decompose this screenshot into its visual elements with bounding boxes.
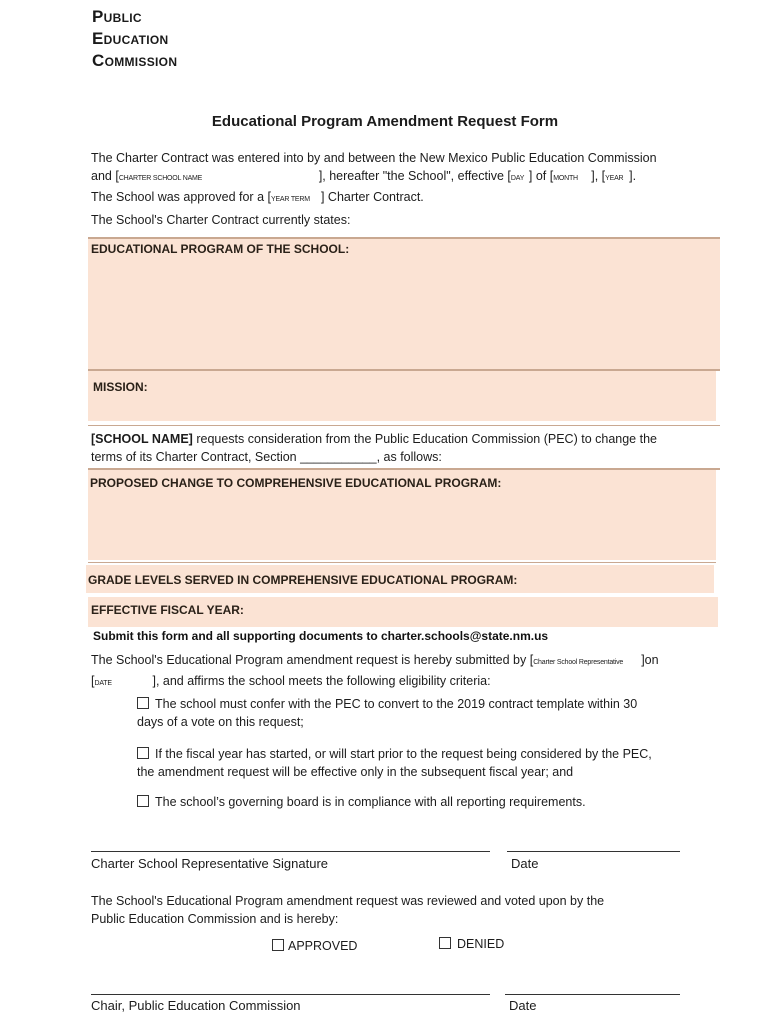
representative-signature-line[interactable] (91, 851, 490, 852)
denied-option: DENIED (439, 935, 504, 953)
request-paragraph (91, 430, 683, 466)
educational-program-field[interactable] (88, 239, 720, 369)
representative-signature-label: Charter School Representative Signature (91, 856, 329, 871)
chair-signature-line[interactable] (91, 994, 490, 995)
intro-line-1: The Charter Contract was entered into by and between the New Mexico Public Education Commission (91, 151, 657, 165)
proposed-change-field[interactable] (88, 470, 716, 560)
grade-levels-label: GRADE LEVELS SERVED IN COMPREHENSIVE EDUCATIONAL PROGRAM: (88, 573, 518, 587)
review-paragraph: The School's Educational Program amendment request was reviewed and voted upon by the Public Education Commission and is hereby: (91, 894, 605, 926)
approved-checkbox[interactable] (272, 939, 284, 951)
divider (88, 425, 720, 426)
intro-line-2: and [CHARTER SCHOOL NAME ], hereafter "the School", effective [DAY ] of [MONTH ], [YEAR ]. (91, 167, 691, 188)
month-field[interactable]: MONTH (553, 175, 578, 182)
criterion-1-checkbox[interactable] (137, 697, 149, 709)
submission-line-2: [DATE ], and affirms the school meets the following eligibility criteria: (91, 672, 691, 693)
divider (88, 562, 716, 563)
submission-paragraph (91, 651, 691, 693)
educational-program-label: EDUCATIONAL PROGRAM OF THE SCHOOL: (91, 242, 350, 256)
submission-line-1: The School's Educational Program amendment request is hereby submitted by [Charter School Representative ]on (91, 651, 691, 672)
logo-line-1: Public (92, 7, 142, 26)
criterion-1: The school must confer with the PEC to convert to the 2019 contract template within 30 days of a vote on this request; (137, 697, 638, 729)
chair-date-label: Date (509, 998, 537, 1013)
criterion-3: The school’s governing board is in compliance with all reporting requirements. (137, 793, 697, 811)
school-name-placeholder: [SCHOOL NAME] (91, 432, 193, 446)
signature-date-label: Date (511, 856, 539, 871)
chair-signature-label: Chair, Public Education Commission (91, 998, 301, 1013)
date-field[interactable]: DATE (94, 680, 112, 687)
mission-field[interactable] (88, 371, 716, 421)
mission-label: MISSION: (93, 380, 148, 394)
intro-paragraph (91, 149, 691, 209)
request-line-2: terms of its Charter Contract, Section ___________, as follows: (91, 450, 442, 464)
logo-line-3: Commission (92, 51, 178, 70)
criterion-3-checkbox[interactable] (137, 795, 149, 807)
logo-line-2: Education (92, 29, 169, 48)
denied-checkbox[interactable] (439, 937, 451, 949)
day-field[interactable]: DAY (510, 175, 525, 182)
chair-date-line[interactable] (505, 994, 680, 995)
grade-levels-field[interactable] (86, 565, 714, 593)
request-line-1: [SCHOOL NAME] requests consideration from the Public Education Commission (PEC) to change the (91, 432, 657, 446)
submit-instruction: Submit this form and all supporting documents to charter.schools@state.nm.us (93, 629, 549, 643)
representative-field[interactable]: Charter School Representative (533, 659, 624, 666)
criterion-2: If the fiscal year has started, or will start prior to the request being considered by the PEC, the amendment request will be effective only in the subsequent fiscal year; and (137, 747, 652, 779)
year-field[interactable]: YEAR (605, 175, 624, 182)
criterion-2-checkbox[interactable] (137, 747, 149, 759)
fiscal-year-field[interactable] (88, 597, 718, 627)
form-title: Educational Program Amendment Request Form (211, 113, 559, 130)
intro-line-3: The School was approved for a [YEAR TERM ] Charter Contract. (91, 188, 691, 209)
currently-states-text: The School's Charter Contract currently states: (91, 213, 351, 227)
signature-date-line[interactable] (507, 851, 680, 852)
pec-logo (92, 6, 177, 72)
approved-option: APPROVED (272, 937, 357, 955)
charter-school-name-field[interactable]: CHARTER SCHOOL NAME (118, 175, 203, 182)
fiscal-year-label: EFFECTIVE FISCAL YEAR: (91, 603, 244, 617)
year-term-field[interactable]: YEAR TERM (270, 196, 310, 203)
proposed-change-label: PROPOSED CHANGE TO COMPREHENSIVE EDUCATIONAL PROGRAM: (90, 476, 502, 490)
